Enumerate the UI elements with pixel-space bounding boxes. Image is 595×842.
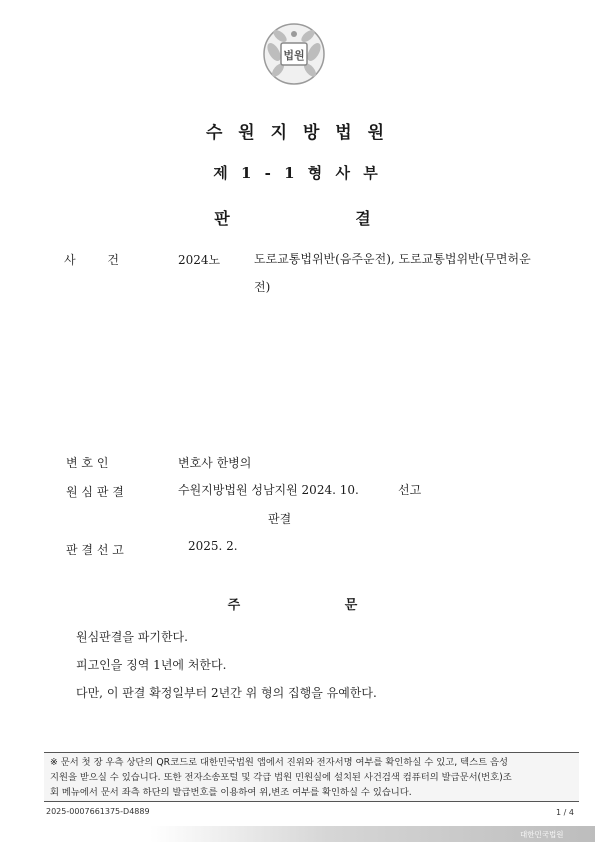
order-title: 주 문 [227, 598, 408, 613]
pronouncement-date: 2025. 2. [188, 539, 238, 553]
case-number: 2024노 [178, 253, 221, 267]
court-name: 수 원 지 방 법 원 [205, 123, 390, 143]
order-line: 원심판결을 파기한다. [76, 630, 188, 644]
document-title: 판 결 [214, 209, 431, 228]
pronouncement-label: 판 결 선 고 [66, 543, 124, 557]
authenticity-notice [44, 752, 579, 802]
notice-line: 지원을 받으실 수 있습니다. 또한 전자소송포털 및 각급 법원 민원실에 설치된 사건검색 컴퓨터의 발급문서(번호)조 [50, 772, 512, 783]
order-line: 피고인을 징역 1년에 처한다. [76, 658, 227, 672]
attorney-label: 변 호 인 [66, 456, 109, 470]
seal-text: 법원 [283, 49, 305, 62]
case-label: 사 건 [64, 253, 119, 267]
original-judgment-suffix: 선고 [398, 483, 422, 497]
court-seal-icon [262, 22, 326, 86]
case-name-line1: 도로교통법위반(음주운전), 도로교통법위반(무면허운 [254, 252, 531, 266]
order-line: 다만, 이 판결 확정일부터 2년간 위 형의 집행을 유예한다. [76, 686, 377, 700]
notice-line: ※ 문서 첫 장 우측 상단의 QR코드로 대한민국법원 앱에서 진위와 전자서명 여부를 확인하실 수 있고, 텍스트 음성 [50, 757, 508, 768]
original-judgment-line2: 판결 [268, 512, 292, 526]
original-judgment-label: 원 심 판 결 [66, 485, 124, 499]
footer-band-text: 대한민국법원 [520, 830, 564, 839]
issue-number: 2025-0007661375-D4889 [46, 807, 150, 816]
case-name-line2: 전) [254, 280, 271, 294]
original-judgment-value: 수원지방법원 성남지원 2024. 10. [178, 483, 359, 497]
attorney-value: 변호사 한병의 [178, 456, 252, 470]
notice-line: 회 메뉴에서 문서 좌측 하단의 발급번호를 이용하여 위,변조 여부를 확인하실 수 있습니다. [50, 787, 412, 798]
department-name: 제 1 - 1 형 사 부 [213, 164, 382, 182]
page-number: 1 / 4 [556, 808, 574, 817]
